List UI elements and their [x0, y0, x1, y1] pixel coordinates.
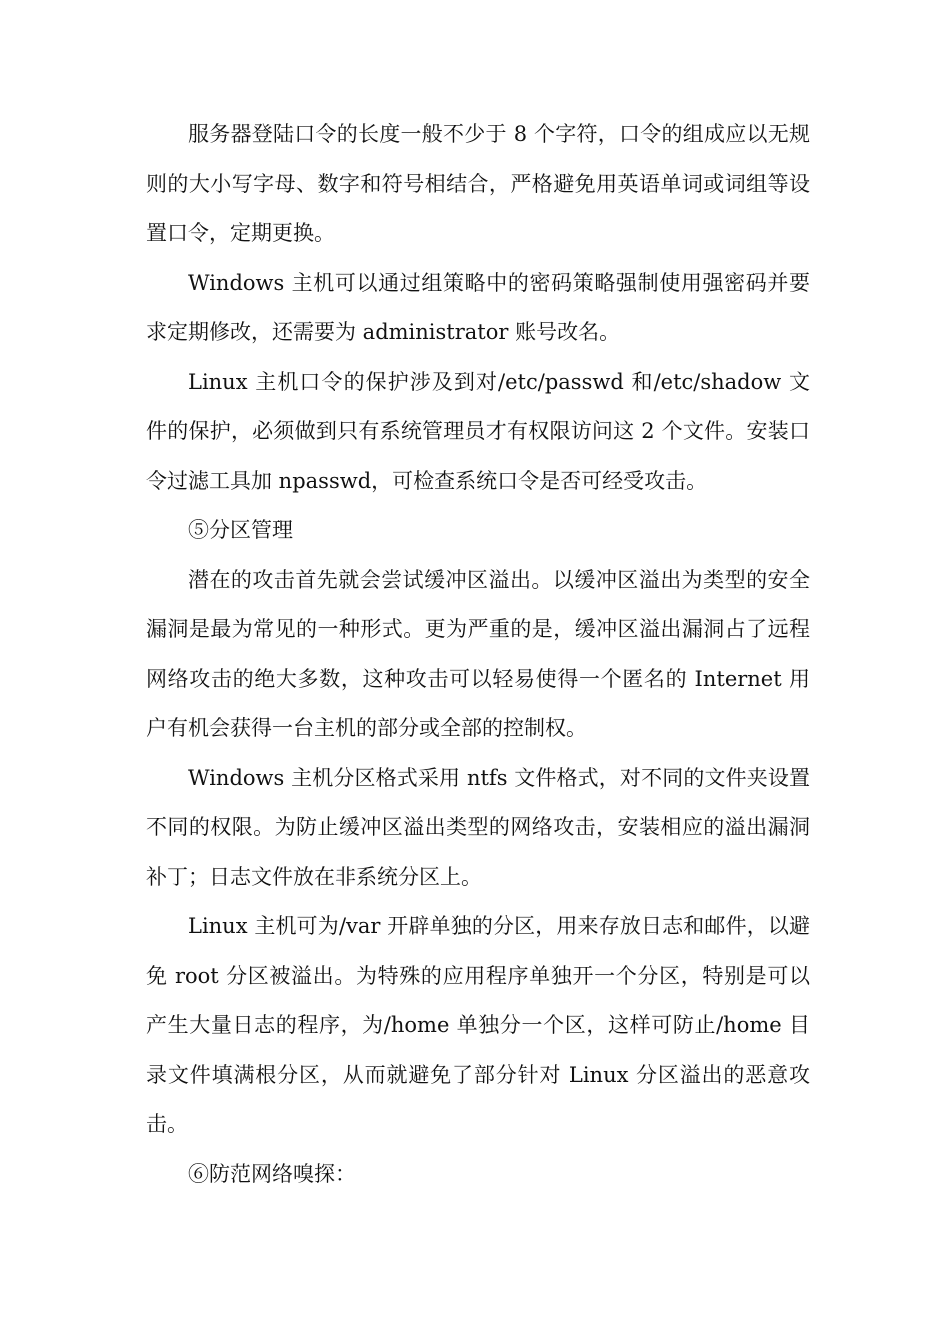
paragraph-linux-partition: Linux 主机可为/var 开辟单独的分区，用来存放日志和邮件，以避免 root 分区被溢出。为特殊的应用程序单独开一个分区，特别是可以产生大量日志的程序，为/home 单独分一个区，这样可防止/home 目录文件填满根分区，从而就避免了部分针对 Linux 分区溢出的恶意攻击。 [146, 914, 810, 1136]
paragraph-password-length: 服务器登陆口令的长度一般不少于 8 个字符，口令的组成应以无规则的大小写字母、数字和符号相结合，严格避免用英语单词或词组等设置口令，定期更换。 [146, 122, 810, 245]
heading-network-sniffing: ⑥防范网络嗅探： [188, 1161, 356, 1186]
paragraph-buffer-overflow: 潜在的攻击首先就会尝试缓冲区溢出。以缓冲区溢出为类型的安全漏洞是最为常见的一种形式。更为严重的是，缓冲区溢出漏洞占了远程网络攻击的绝大多数，这种攻击可以轻易使得一个匿名的 Internet 用户有机会获得一台主机的部分或全部的控制权。 [146, 567, 810, 740]
paragraph-windows-partition: Windows 主机分区格式采用 ntfs 文件格式，对不同的文件夹设置不同的权限。为防止缓冲区溢出类型的网络攻击，安装相应的溢出漏洞补丁；日志文件放在非系统分区上。 [146, 765, 810, 889]
paragraph-windows-password-policy: Windows 主机可以通过组策略中的密码策略强制使用强密码并要求定期修改，还需要为 administrator 账号改名。 [146, 270, 810, 344]
heading-partition-management: ⑤分区管理 [188, 518, 293, 542]
paragraph-linux-password-protection: Linux 主机口令的保护涉及到对/etc/passwd 和/etc/shadow 文件的保护，必须做到只有系统管理员才有权限访问这 2 个文件。安装口令过滤工具加 npasswd，可检查系统口令是否可经受攻击。 [146, 369, 810, 493]
document-page [146, 110, 810, 1199]
